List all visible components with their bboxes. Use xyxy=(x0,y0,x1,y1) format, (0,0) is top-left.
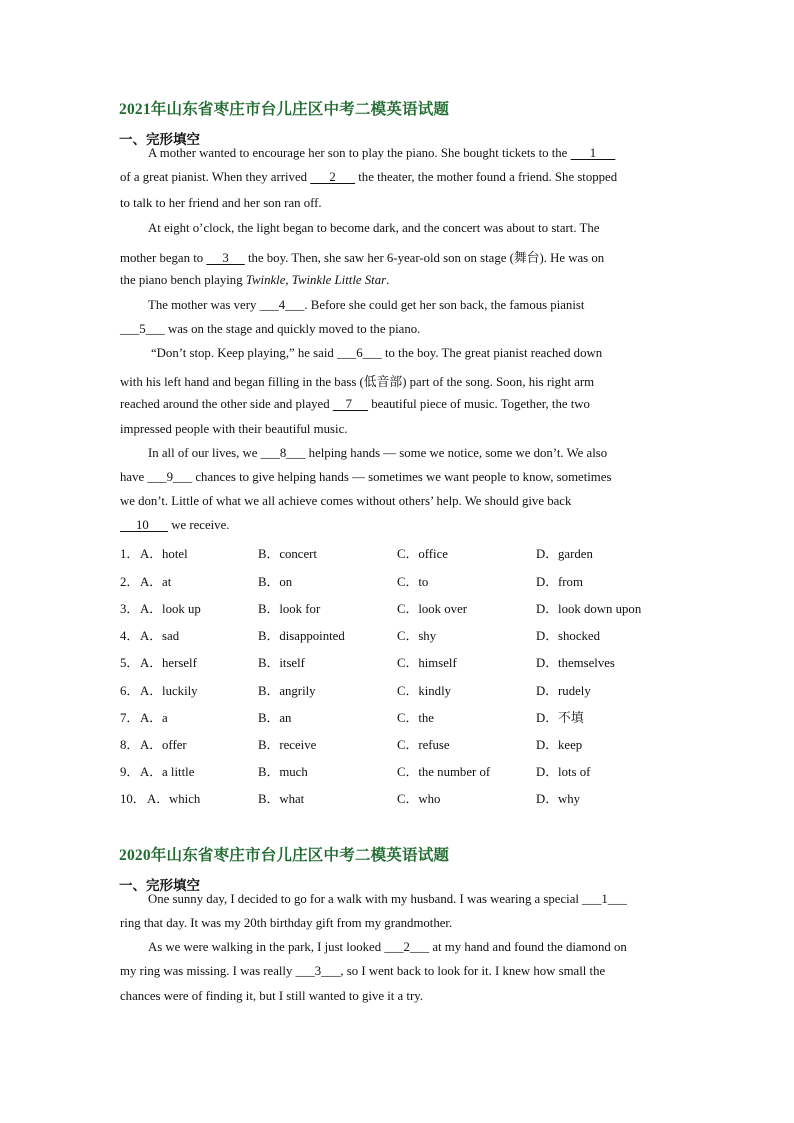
question-row: 5． A．herself B．itself C．himself D．themselves xyxy=(120,652,680,670)
passage-line: The mother was very ___4___. Before she could get her son back, the famous pianist xyxy=(148,298,585,312)
question-row: 2． A．at B．on C．to D．from xyxy=(120,571,680,589)
blank-1: 1 xyxy=(570,146,616,160)
passage-line: “Don’t stop. Keep playing,” he said ___6___ to the boy. The great pianist reached down xyxy=(151,346,603,360)
question-row: 3． A．look up B．look for C．look over D．look down upon xyxy=(120,598,680,616)
blank-2: ___2___ xyxy=(384,940,430,954)
blank-3: 3 xyxy=(206,251,245,265)
question-row: 7． A．a B．an C．the D．不填 xyxy=(120,707,680,725)
blank-4: ___4___ xyxy=(259,298,305,312)
passage-line: mother began to 3 the boy. Then, she saw her 6-year-old son on stage (舞台). He was on xyxy=(120,251,605,265)
option-a: A．offer xyxy=(140,738,187,752)
option-d: D．keep xyxy=(536,738,583,752)
option-c: C．refuse xyxy=(397,738,450,752)
passage-line: 10 we receive. xyxy=(120,518,230,532)
option-c: C．shy xyxy=(397,629,437,643)
option-a: A．a little xyxy=(140,765,195,779)
option-a: A．luckily xyxy=(140,684,198,698)
option-d: D．不填 xyxy=(536,711,584,725)
passage-line: ring that day. It was my 20th birthday gift from my grandmother. xyxy=(120,916,453,930)
passage-line: to talk to her friend and her son ran off. xyxy=(120,196,322,210)
option-d: D．shocked xyxy=(536,629,600,643)
passage-line: As we were walking in the park, I just looked ___2___ at my hand and found the diamond on xyxy=(148,940,627,954)
option-b: B．itself xyxy=(258,656,305,670)
option-d: D．why xyxy=(536,792,581,806)
blank-1: ___1___ xyxy=(582,892,627,906)
question-row: 6． A．luckily B．angrily C．kindly D．rudely xyxy=(120,680,680,698)
passage-line: the piano bench playing Twinkle, Twinkle Little Star. xyxy=(120,273,390,287)
option-d: D．garden xyxy=(536,547,593,561)
blank-10: 10 xyxy=(120,518,168,532)
option-c: C．to xyxy=(397,575,429,589)
passage-line: One sunny day, I decided to go for a walk with my husband. I was wearing a special ___1___ xyxy=(148,892,627,906)
option-c: C．look over xyxy=(397,602,468,616)
passage-line: impressed people with their beautiful music. xyxy=(120,422,348,436)
option-c: C．the xyxy=(397,711,434,725)
passage-line: ___5___ was on the stage and quickly moved to the piano. xyxy=(120,322,421,336)
option-a: A．look up xyxy=(140,602,201,616)
blank-9: ___9___ xyxy=(147,470,193,484)
blank-2: 2 xyxy=(310,170,356,184)
passage-line: A mother wanted to encourage her son to play the piano. She bought tickets to the 1 xyxy=(148,146,616,160)
blank-6: ___6___ xyxy=(337,346,382,360)
blank-5: ___5___ xyxy=(120,322,165,336)
passage-line: In all of our lives, we ___8___ helping hands — some we notice, some we don’t. We also xyxy=(148,446,608,460)
option-b: B．angrily xyxy=(258,684,316,698)
option-a: A．at xyxy=(140,575,172,589)
option-b: B．look for xyxy=(258,602,321,616)
question-row: 9． A．a little B．much C．the number of D．lots of xyxy=(120,761,680,779)
option-a: A．herself xyxy=(140,656,197,670)
option-b: B．an xyxy=(258,711,292,725)
question-row: 8． A．offer B．receive C．refuse D．keep xyxy=(120,734,680,752)
exam-title-2020: 2020年山东省枣庄市台儿庄区中考二模英语试题 xyxy=(119,847,450,864)
option-b: B．disappointed xyxy=(258,629,345,643)
option-b: B．what xyxy=(258,792,305,806)
passage-line: my ring was missing. I was really ___3___, so I went back to look for it. I knew how small the xyxy=(120,964,606,978)
option-c: C．office xyxy=(397,547,448,561)
option-c: C．who xyxy=(397,792,441,806)
option-a: A．a xyxy=(140,711,168,725)
option-a: A．sad xyxy=(140,629,180,643)
exam-title-2021: 2021年山东省枣庄市台儿庄区中考二模英语试题 xyxy=(119,101,450,118)
option-b: B．on xyxy=(258,575,293,589)
option-d: D．from xyxy=(536,575,583,589)
passage-line: At eight o’clock, the light began to become dark, and the concert was about to start. The xyxy=(148,221,600,235)
passage-line: reached around the other side and played 7 beautiful piece of music. Together, the two xyxy=(120,397,590,411)
question-row: 1． A．hotel B．concert C．office D．garden xyxy=(120,543,680,561)
blank-3: ___3___ xyxy=(295,964,341,978)
section-label-2021: 一、完形填空 xyxy=(119,132,200,147)
passage-line: of a great pianist. When they arrived 2 the theater, the mother found a friend. She stopped xyxy=(120,170,618,184)
song-title: Twinkle, Twinkle Little Star xyxy=(245,273,387,287)
option-a: A．hotel xyxy=(140,547,188,561)
option-a: A．which xyxy=(147,792,201,806)
option-d: D．rudely xyxy=(536,684,591,698)
option-b: B．much xyxy=(258,765,308,779)
blank-7: 7 xyxy=(332,397,369,411)
question-row: 4． A．sad B．disappointed C．shy D．shocked xyxy=(120,625,680,643)
question-row: 10． A．which B．what C．who D．why xyxy=(120,788,680,806)
option-b: B．receive xyxy=(258,738,317,752)
passage-line: with his left hand and began filling in the bass (低音部) part of the song. Soon, his right arm xyxy=(120,375,595,389)
option-c: C．the number of xyxy=(397,765,491,779)
section-label-2020: 一、完形填空 xyxy=(119,878,200,893)
option-b: B．concert xyxy=(258,547,317,561)
option-c: C．kindly xyxy=(397,684,452,698)
option-d: D．lots of xyxy=(536,765,591,779)
passage-line: chances were of finding it, but I still wanted to give it a try. xyxy=(120,989,424,1003)
passage-line: we don’t. Little of what we all achieve comes without others’ help. We should give back xyxy=(120,494,572,508)
option-d: D．look down upon xyxy=(536,602,642,616)
option-d: D．themselves xyxy=(536,656,615,670)
passage-line: have ___9___ chances to give helping hands — sometimes we want people to know, sometimes xyxy=(120,470,612,484)
option-c: C．himself xyxy=(397,656,457,670)
blank-8: ___8___ xyxy=(260,446,306,460)
